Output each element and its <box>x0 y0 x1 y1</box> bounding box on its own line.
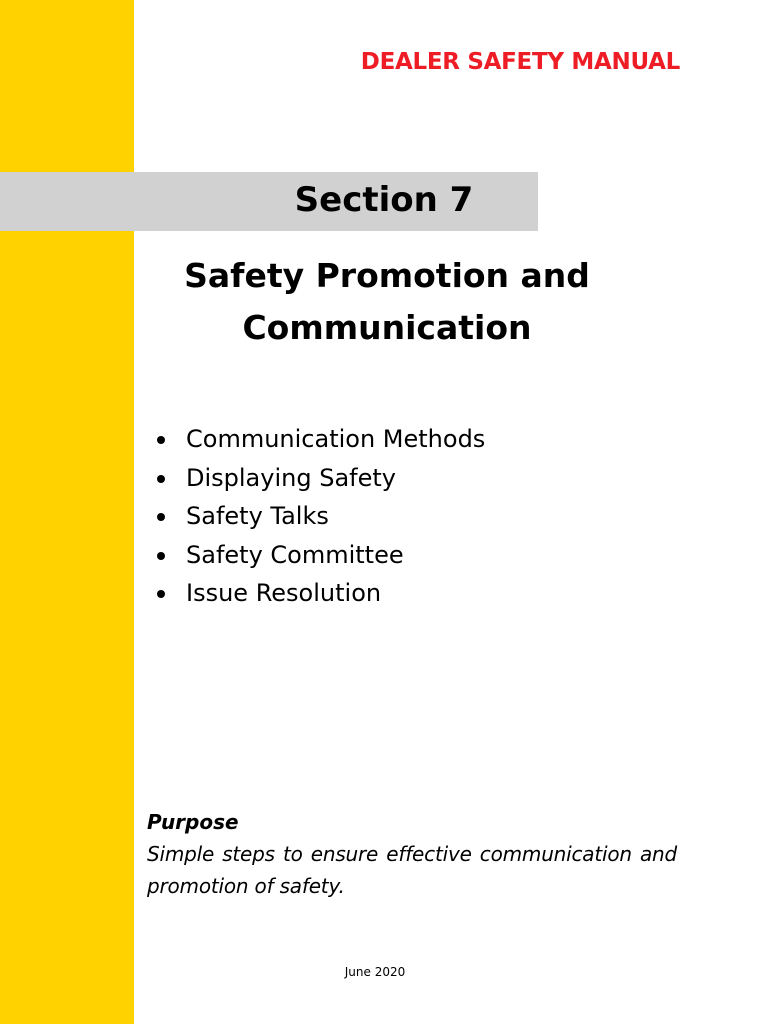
list-item <box>153 420 485 459</box>
bullet-icon <box>157 552 165 560</box>
yellow-side-bar <box>0 0 134 1024</box>
bullet-icon <box>157 436 165 444</box>
document-title: DEALER SAFETY MANUAL <box>360 49 680 75</box>
footer-date: June 2020 <box>344 965 406 979</box>
purpose-block <box>147 806 677 902</box>
bullet-icon <box>157 513 165 521</box>
list-item-label: Safety Talks <box>186 502 329 530</box>
topic-list <box>153 420 485 613</box>
bullet-icon <box>157 590 165 598</box>
list-item <box>153 536 485 575</box>
purpose-text: Simple steps to ensure effective communication and promotion of safety. <box>147 842 677 898</box>
list-item-label: Issue Resolution <box>186 579 382 607</box>
list-item <box>153 459 485 498</box>
list-item <box>153 574 485 613</box>
purpose-heading: Purpose <box>147 810 239 834</box>
list-item <box>153 497 485 536</box>
list-item-label: Communication Methods <box>186 425 486 453</box>
list-item-label: Safety Committee <box>186 540 404 569</box>
bullet-icon <box>157 475 165 483</box>
section-label: Section 7 <box>294 180 474 220</box>
chapter-title: Safety Promotion and Communication <box>184 256 590 347</box>
list-item-label: Displaying Safety <box>186 463 396 492</box>
